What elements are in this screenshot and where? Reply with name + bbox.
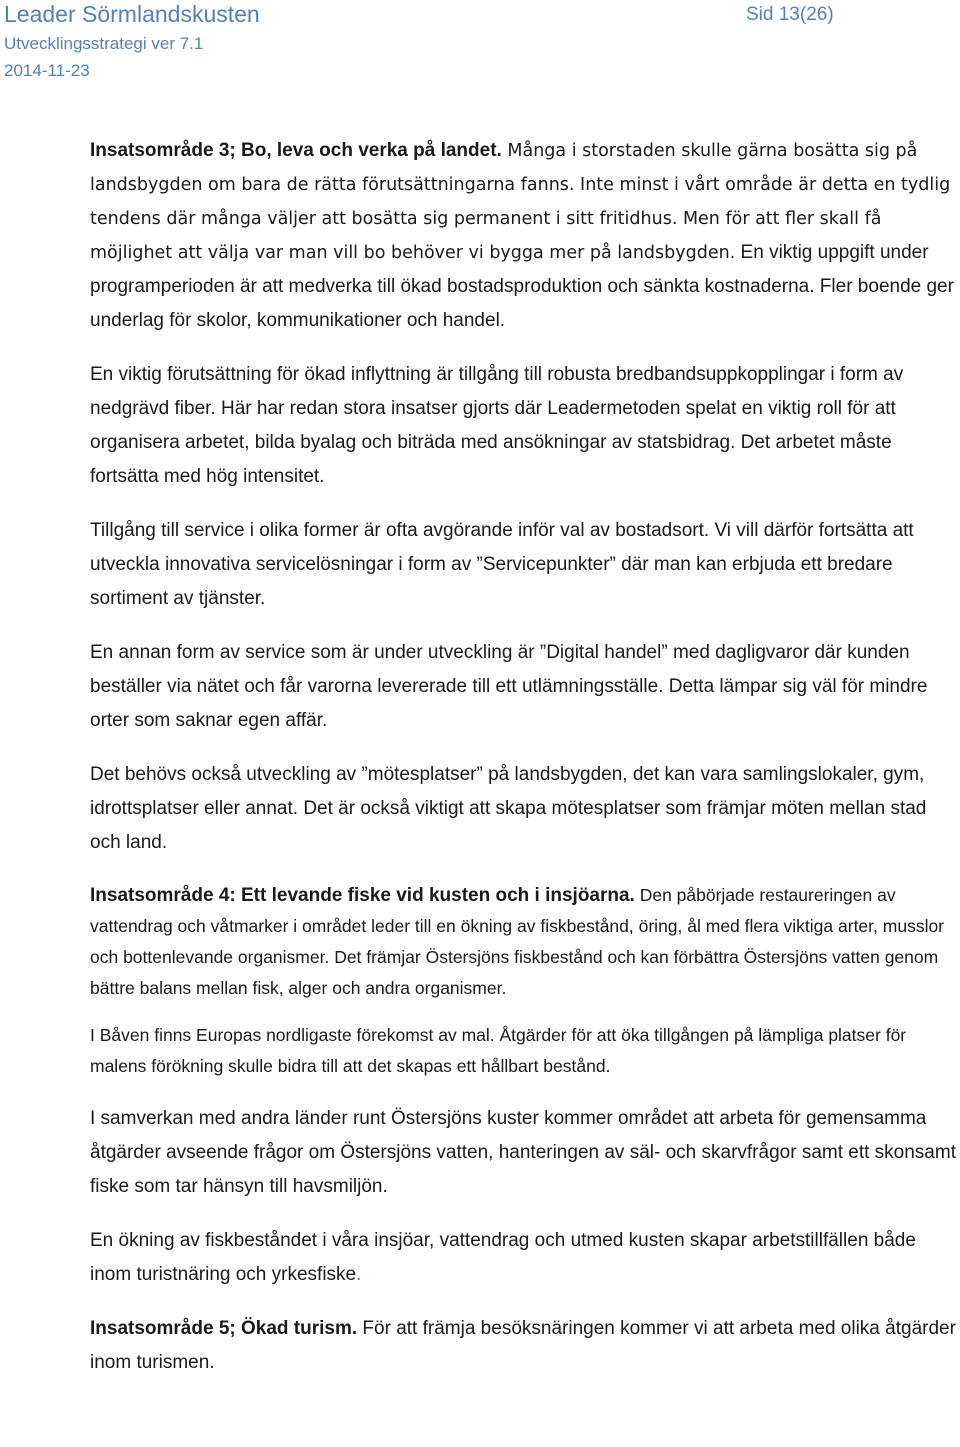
paragraph-insatsomrade-5 [90,1312,956,1380]
page-number: Sid 13(26) [746,4,834,25]
paragraph-digital-handel: En annan form av service som är under utveckling är ”Digital handel” med dagligvaror där kunden beställer via nätet och får varorna levererade till ett utlämningsställe. Detta lämpar sig väl för mindre orter som saknar egen affär. [90,642,928,731]
paragraph-samverkan: I samverkan med andra länder runt Östersjöns kuster kommer området att arbeta för gemensamma åtgärder avseende frågor om Östersjöns vatten, hanteringen av säl- och skarvfrågor samt ett skonsamt fiske som tar hänsyn till havsmiljön. [90,1108,956,1197]
paragraph-fiskebestand [90,1224,956,1292]
document-body [90,134,956,1380]
paragraph-text: En ökning av fiskbeståndet i våra insjöar, vattendrag och utmed kusten skapar arbetstillfällen både inom turistnäring och yrkesfiske [90,1230,916,1285]
section-heading: Insatsområde 4: Ett levande fiske vid kusten och i insjöarna. [90,885,635,906]
section-heading: Insatsområde 5; Ökad turism. [90,1318,358,1339]
paragraph-text: Många i storstaden skulle gärna bosätta sig på landsbygden om bara de rätta förutsättningarna fanns. Inte minst i vårt område är detta en tydlig tendens där många väljer att bosätta sig permanent i sitt fritidhus. Men för att fler skall få möjlighet att välja var man vill bo behöver vi bygga mer på landsbygden. [90,141,951,263]
paragraph-motesplatser: Det behövs också utveckling av ”mötesplatser” på landsbygden, det kan vara samlingslokaler, gym, idrottsplatser eller annat. Det är också viktigt att skapa mötesplatser som främjar möten mellan stad och land. [90,764,927,853]
paragraph-baven: I Båven finns Europas nordligaste förekomst av mal. Åtgärder för att öka tillgången på lämpliga platser för malens förökning skulle bidra till att det skapas ett hållbart bestånd. [90,1025,907,1076]
organization-name: Leader Sörmlandskusten [4,1,260,27]
paragraph-text: För att främja besöksnäringen kommer vi att arbeta med olika åtgärder inom turismen. [90,1318,956,1373]
document-date: 2014-11-23 [4,61,90,80]
section-heading: Insatsområde 3; Bo, leva och verka på landet. [90,140,502,161]
paragraph-insatsomrade-4 [90,880,956,1004]
paragraph-period: . [356,1264,362,1285]
document-title: Utvecklingsstrategi ver 7.1 [4,34,204,53]
page-header [0,0,960,90]
paragraph-text: En viktig uppgift under programperioden är att medverka till ökad bostadsproduktion och sänkta kostnaderna. Fler boende ger underlag för skolor, kommunikationer och handel. [90,242,954,331]
paragraph-text: Den påbörjade restaureringen av vattendrag och våtmarker i området leder till en ökning av fiskbestånd, öring, ål med flera viktiga arter, musslor och bottenlevande organismer. Det främjar Östersjöns fiskbestånd och kan förbättra Östersjöns vatten genom bättre balans mellan fisk, alger och andra organismer. [90,885,945,998]
paragraph-insatsomrade-3 [90,134,956,338]
paragraph-service: Tillgång till service i olika former är ofta avgörande inför val av bostadsort. Vi vill därför fortsätta att utveckla innovativa servicelösningar i form av ”Servicepunkter” där man kan erbjuda ett bredare sortiment av tjänster. [90,520,914,609]
paragraph-bredband: En viktig förutsättning för ökad inflyttning är tillgång till robusta bredbandsuppkopplingar i form av nedgrävd fiber. Här har redan stora insatser gjorts där Leadermetoden spelat en viktig roll för att organisera arbetet, bilda byalag och biträda med ansökningar av statsbidrag. Det arbetet måste fortsätta med hög intensitet. [90,364,904,487]
